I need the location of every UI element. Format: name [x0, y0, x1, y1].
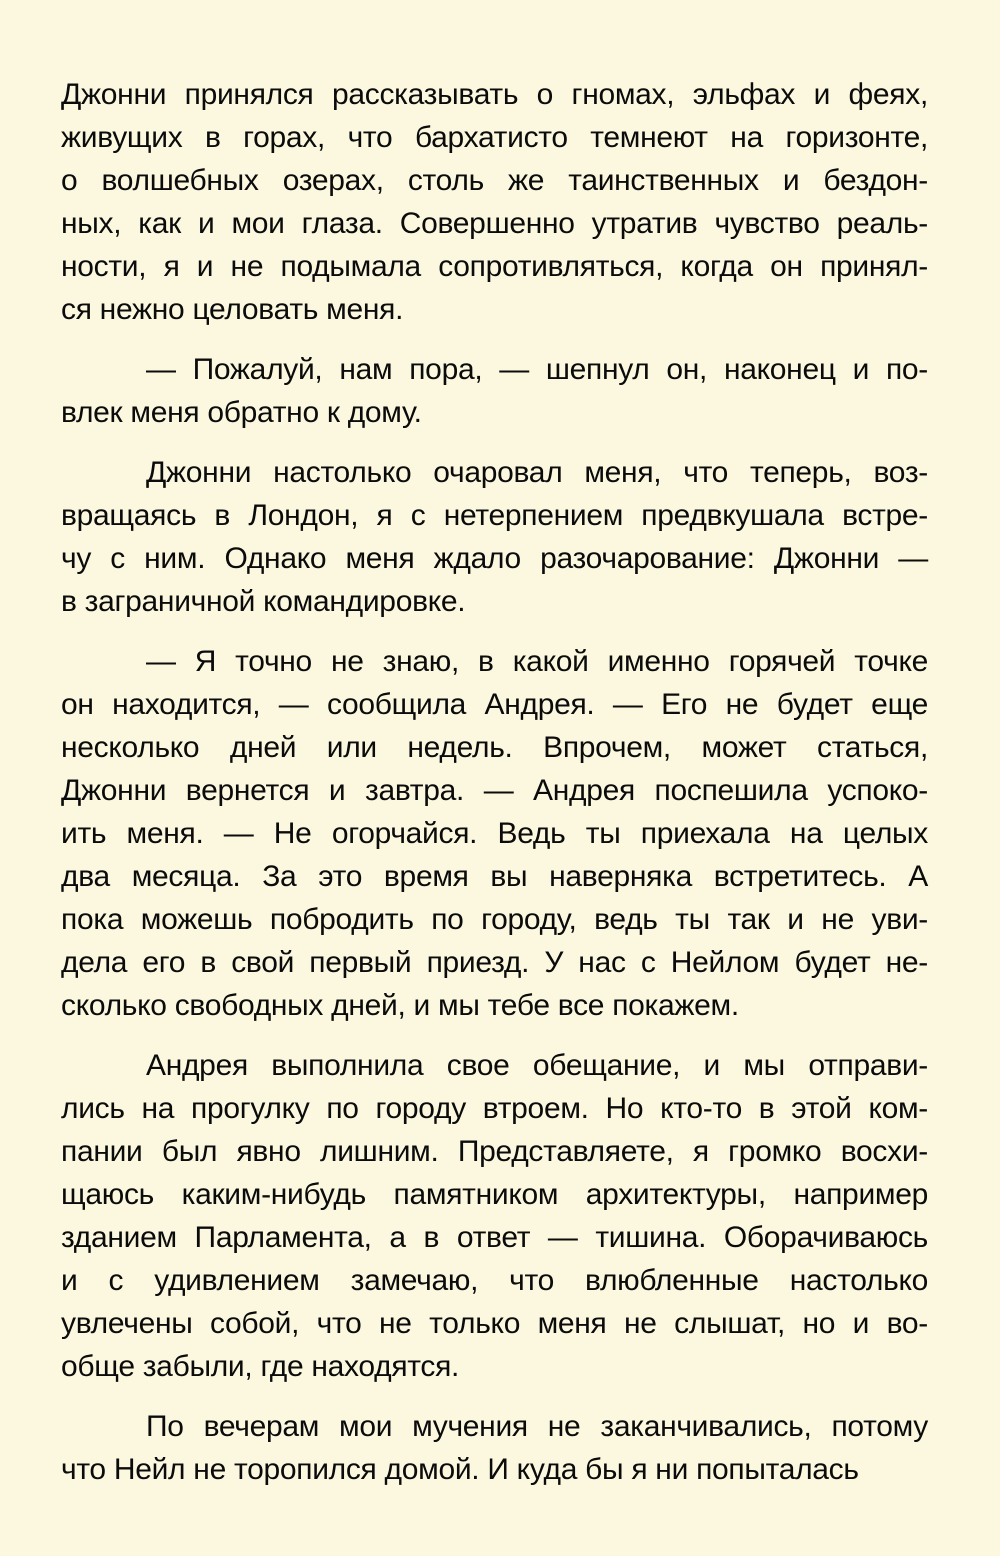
text-line: зданием Парламента, а в ответ — тишина. Оборачиваюсь [61, 1221, 928, 1254]
text-line: и с удивлением замечаю, что влюбленные настолько [61, 1264, 928, 1297]
text-line: вращаясь в Лондон, я с нетерпением предвкушала встре- [61, 499, 928, 532]
text-line: ных, как и мои глаза. Совершенно утратив чувство реаль- [61, 207, 928, 240]
text-line: щаюсь каким-нибудь памятником архитектуры, например [61, 1178, 928, 1211]
text-line: ности, я и не подымала сопротивляться, когда он принял- [61, 250, 928, 283]
text-line: — Я точно не знаю, в какой именно горячей точке [146, 645, 928, 678]
text-line: Джонни принялся рассказывать о гномах, эльфах и феях, [61, 78, 928, 111]
paragraph [61, 348, 928, 434]
text-line: лись на прогулку по городу втроем. Но кто-то в этой ком- [61, 1092, 928, 1125]
text-line: — Пожалуй, нам пора, — шепнул он, наконец и по- [146, 353, 928, 386]
text-line: о волшебных озерах, столь же таинственных и бездон- [61, 164, 928, 197]
text-line: несколько дней или недель. Впрочем, может статься, [61, 731, 928, 764]
text-line: в заграничной командировке. [61, 585, 466, 618]
text-line: чу с ним. Однако меня ждало разочарование: Джонни — [61, 542, 928, 575]
text-line: Андрея выполнила свое обещание, и мы отправи- [146, 1049, 928, 1082]
text-line: два месяца. За это время вы наверняка встретитесь. А [61, 860, 928, 893]
text-line: пании был явно лишним. Представляете, я громко восхи- [61, 1135, 928, 1168]
text-line: Джонни настолько очаровал меня, что теперь, воз- [146, 456, 928, 489]
text-line: По вечерам мои мучения не заканчивались, потому [146, 1410, 928, 1443]
paragraph [61, 1405, 928, 1491]
text-line: сколько свободных дней, и мы тебе все покажем. [61, 989, 739, 1022]
text-line: дела его в свой первый приезд. У нас с Нейлом будет не- [61, 946, 928, 979]
text-line: Джонни вернется и завтра. — Андрея поспешила успоко- [61, 774, 928, 807]
text-line: ся нежно целовать меня. [61, 293, 404, 326]
page-text [61, 73, 928, 1491]
text-line: что Нейл не торопился домой. И куда бы я ни попыталась [61, 1453, 859, 1486]
text-line: увлечены собой, что не только меня не слышат, но и во- [61, 1307, 928, 1340]
paragraph [61, 1044, 928, 1388]
text-line: ить меня. — Не огорчайся. Ведь ты приехала на целых [61, 817, 928, 850]
text-line: живущих в горах, что бархатисто темнеют на горизонте, [61, 121, 928, 154]
text-line: влек меня обратно к дому. [61, 396, 422, 429]
paragraph [61, 73, 928, 331]
text-line: обще забыли, где находятся. [61, 1350, 460, 1383]
paragraph [61, 451, 928, 623]
text-line: он находится, — сообщила Андрея. — Его не будет еще [61, 688, 928, 721]
paragraph [61, 640, 928, 1027]
text-line: пока можешь побродить по городу, ведь ты так и не уви- [61, 903, 928, 936]
